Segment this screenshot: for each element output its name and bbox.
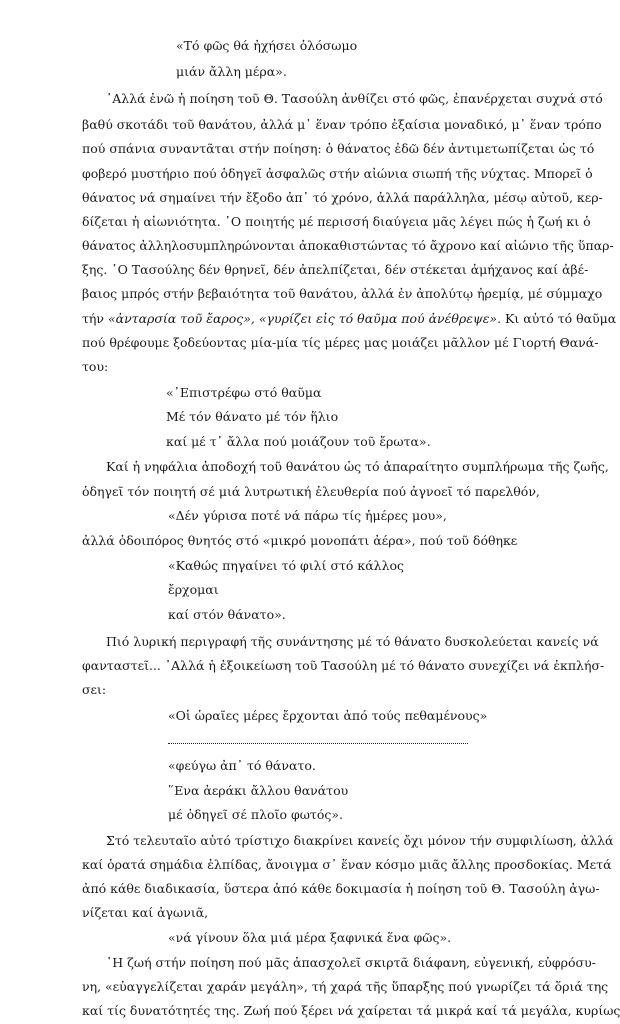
poem-line: «Καθώς πηγαίνει τό φιλί στό κάλλος [168,558,405,573]
paragraph-line: ὁδηγεῖ τόν ποιητή σέ μιά λυτρωτική ἐλευθερία πού ἀγνοεῖ τό παρελθόν, [82,484,540,499]
paragraph-line: δίζεται ἡ αἰωνιότητα. ῾Ο ποιητής μέ περισσή διαύγεια μᾶς λέγει πώς ἡ ζωή κι ὁ [82,214,591,229]
paragraph-line: νίζεται καί ἀγωνιᾶ, [82,905,209,920]
paragraph-line: του: [82,359,109,374]
paragraph-line: θάνατος νά σημαίνει τήν ἔξοδο ἀπ᾿ τό χρόνο, ἀλλά παράλληλα, μέσῳ αὐτοῦ, κερ- [82,190,603,205]
paragraph-line: ᾿Αλλά ἐνῶ ἡ ποίηση τοῦ Θ. Τασούλη ἀνθίζει στό φῶς, ἐπανέρχεται συχνά στό [106,91,603,106]
poem-line: ῞Ενα ἀεράκι ἄλλου θανάτου [168,783,349,798]
poem-line: μέ ὁδηγεῖ σέ πλοῖο φωτός». [168,807,343,822]
paragraph-line: βαθύ σκοτάδι τοῦ θανάτου, ἀλλά μ᾿ ἕναν τρόπο ἐξαίσια μοναδικό, μ᾿ ἕναν τρόπο [82,117,602,132]
paragraph-line: καί ὁρατά σημάδια ἐλπίδας, ἄνοιγμα σ᾿ ἕναν κόσμο μιᾶς ἄλλης προσδοκίας. Μετά [82,857,612,872]
paragraph-line: ἀπό κάθε διαδικασία, ὕστερα ἀπό κάθε δοκιμασία ἡ ποίηση τοῦ Θ. Τασούλη ἀγω- [82,881,600,896]
text-run: Κι αὐτό τό θαῦμα [501,311,617,326]
paragraph-line: πού θρέφουμε ξοδεύοντας μία-μία τίς μέρες μας μοιάζει μᾶλλον μέ Γιορτή Θανά- [82,335,599,350]
poem-line: «νά γίνουν ὅλα μιά μέρα ξαφνικά ἕνα φῶς». [168,930,452,945]
paragraph-line: Πιό λυρική περιγραφή τῆς συνάντησης μέ τό θάνατο δυσκολεύεται κανείς νά [106,634,599,649]
paragraph-line: ξης. ῾Ο Τασούλης δέν θρηνεῖ, δέν ἀπελπίζεται, δέν στέκεται ἀμήχανος καί ἀβέ- [82,262,589,277]
poem-line: «Τό φῶς θά ἠχήσει ὁλόσωμο [176,38,358,53]
ellipsis-divider [168,743,468,744]
paragraph-line: φανταστεῖ... ᾿Αλλά ἡ ἐξοικείωση τοῦ Τασούλη μέ τό θάνατο συνεχίζει νά ἐκπλήσ- [82,658,605,673]
paragraph-line: φοβερό μυστήριο πού ὁδηγεῖ ἀσφαλῶς στήν αἰώνια σιωπή τῆς νύχτας. Μπορεῖ ὁ [82,166,593,181]
poem-line: καί μέ τ᾿ ἄλλα πού μοιάζουν τοῦ ἔρωτα». [166,434,431,449]
paragraph-line: νη, «εὐαγγελίζεται χαράν μεγάλη», τή χαρά τῆς ὕπαρξης πού γνωρίζει τά ὅριά της [82,979,609,994]
poem-line: ἔρχομαι [168,582,219,597]
paragraph-line: βαιος μπρός στήν βεβαιότητα τοῦ θανάτου, ἀλλά ἐν ἀπολύτῳ ἠρεμίᾳ, μέ σύμμαχο [82,286,603,301]
paragraph-line: καί τίς δυνατότητές της. Ζωή πού ξέρει νά χαίρεται τά μικρά καί τά μεγάλα, κυρίως [82,1003,620,1018]
paragraph-line: Καί ἡ νηφάλια ἀποδοχή τοῦ θανάτου ὡς τό ἀπαραίτητο συμπλήρωμα τῆς ζωῆς, [106,459,609,474]
paragraph-line: σει: [82,682,107,697]
poem-line: «Δέν γύρισα ποτέ νά πάρω τίς ἡμέρες μου», [168,508,447,523]
paragraph-line: ἀλλά ὁδοιπόρος θνητός στό «μικρό μονοπάτι ἀέρα», πού τοῦ δόθηκε [82,533,518,548]
paragraph-line-with-quote [82,311,617,327]
paragraph-line: ῾Η ζωή στήν ποίηση πού μᾶς ἀπασχολεῖ σκιρτᾶ διάφανη, εὐγενική, εὐφρόσυ- [106,955,596,970]
text-run: τήν [82,311,108,326]
poem-line: «Οἱ ὡραῖες μέρες ἔρχονται ἀπό τούς πεθαμένους» [168,708,488,723]
paragraph-line: πού σπάνια συναντᾶται στήν ποίηση: ὁ θάνατος ἐδῶ δέν ἀντιμετωπίζεται ὡς τό [82,141,595,156]
poem-line: Μέ τόν θάνατο μέ τόν ἥλιο [166,409,339,424]
italic-quote: «ἀνταρσία τοῦ ἔαρος», «γυρίζει εἰς τό θαῦμα πού ἀνέθρεψε». [107,311,502,326]
poem-line: «φεύγω ἀπ᾿ τό θάνατο. [168,758,316,773]
poem-line: μιάν ἄλλη μέρα». [176,64,287,79]
poem-line: «᾿Επιστρέφω στό θαῦμα [166,385,322,400]
paragraph-line: Στό τελευταῖο αὐτό τρίστιχο διακρίνει κανείς ὄχι μόνον τήν συμφιλίωση, ἀλλά [106,833,614,848]
paragraph-line: θάνατος ἀλληλοσυμπληρώνονται ἀποκαθιστώντας τό ἄχρονο καί αἰώνιο τῆς ὕπαρ- [82,238,614,253]
poem-line: καί στόν θάνατο». [168,607,286,622]
